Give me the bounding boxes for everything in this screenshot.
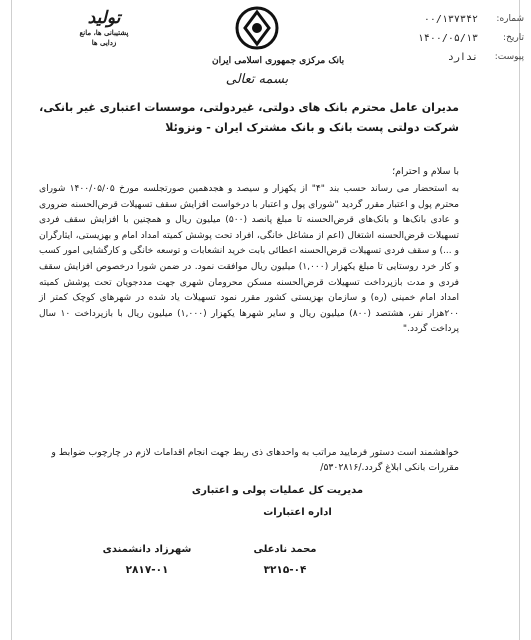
bank-name: بانک مرکزی جمهوری اسلامی ایران — [212, 56, 345, 66]
letter-body: به استحضار می رساند حسب بند "۴" از یکهزار و سیصد و هجدهمین صورتجلسه مورخ ۱۴۰۰/۰۵/۰۵ شورای محترم پول و اعتبار مقرر گردید "شورای پول و اعتبار با درخواست افزایش سقف تسهیلات قرض‌الحسنه ضروری و عادی بانک‌ها و بانک‌های قرض‌الحسنه تا مبلغ پانصد (۵۰۰) میلیون ریال و همچنین با افزایش سقف فردی تسهیلات قرض‌الحسنه اشتغال (اعم از مشاغل خانگی، افراد تحت پوشش کمیته امداد امام و بهزیستی، ایثارگران و ...) و سقف فردی تسهیلات قرض‌الحسنه اعطائی بابت خرید انشعابات و توسعه خانگی و کارگشایی امور کسب و کار خرد روستایی تا مبلغ یکهزار (۱,۰۰۰) میلیون ریال موافقت نمود. در ضمن شورا درخصوص افزایش سقف فردی و مدت بازپرداخت تسهیلات قرض‌الحسنه مسکن محرومان شهری جهت مددجویان تحت پوشش کمیته امداد امام خمینی (ره) و سازمان بهزیستی کشور مقرر نمود تسهیلات یاد شده در شهرهای کوچک کمتر از ۲۰۰هزار نفر، هشتصد (۸۰۰) میلیون ریال و سایر شهرها یکهزار (۱,۰۰۰) میلیون ریال با بازپرداخت ۱۰ سال پرداخت گردد." — [39, 184, 459, 335]
date-value: ۱۴۰۰/۰۵/۱۳ — [417, 33, 478, 44]
signer-block — [92, 540, 202, 580]
issuing-department — [12, 480, 531, 524]
letter-motto: بسمه تعالی — [225, 72, 289, 87]
signer-code: ۲۸۱۷-۰۱ — [125, 564, 169, 576]
letter-greeting: با سلام و احترام؛ — [392, 166, 459, 177]
attachment-row — [352, 48, 524, 67]
number-label: شماره: — [496, 14, 524, 24]
slogan-seal — [76, 8, 132, 48]
signer-name: شهرزاد دانشمندی — [102, 544, 192, 555]
central-bank-logo-block — [212, 6, 345, 87]
signer-name: محمد نادعلی — [253, 544, 317, 555]
signer-block — [240, 540, 330, 580]
attachment-label: پیوست: — [494, 52, 524, 62]
attachment-value: ندارد — [447, 52, 478, 63]
signer-code: ۳۲۱۵-۰۴ — [263, 564, 307, 576]
date-label: تاریخ: — [503, 33, 524, 43]
number-value: ۰۰/۱۳۷۳۴۲ — [423, 14, 478, 25]
office-name: اداره اعتبارات — [263, 507, 332, 518]
central-bank-logo-icon — [235, 6, 279, 50]
document-page — [11, 0, 524, 640]
letter-addressee: مدیران عامل محترم بانک های دولتی، غیردولتی، موسسات اعتباری غیر بانکی، شرکت دولتی پست بانک و بانک مشترک ایران - ونزوئلا — [39, 101, 459, 134]
date-row — [352, 29, 524, 48]
letter-meta — [352, 10, 524, 67]
slogan-subtitle: پشتیبانی ها، مانع زدایی ها — [79, 28, 129, 47]
letter-closing: خواهشمند است دستور فرمایید مراتب به واحدهای ذی ربط جهت انجام اقدامات لازم در چارچوب ضوابط و مقررات بانکی ابلاغ گردد./۵۳۰۲۸۱۶/ — [51, 447, 459, 473]
slogan-title: تولید — [87, 8, 121, 28]
department-name: مدیریت کل عملیات پولی و اعتباری — [191, 485, 364, 496]
number-row — [352, 10, 524, 29]
